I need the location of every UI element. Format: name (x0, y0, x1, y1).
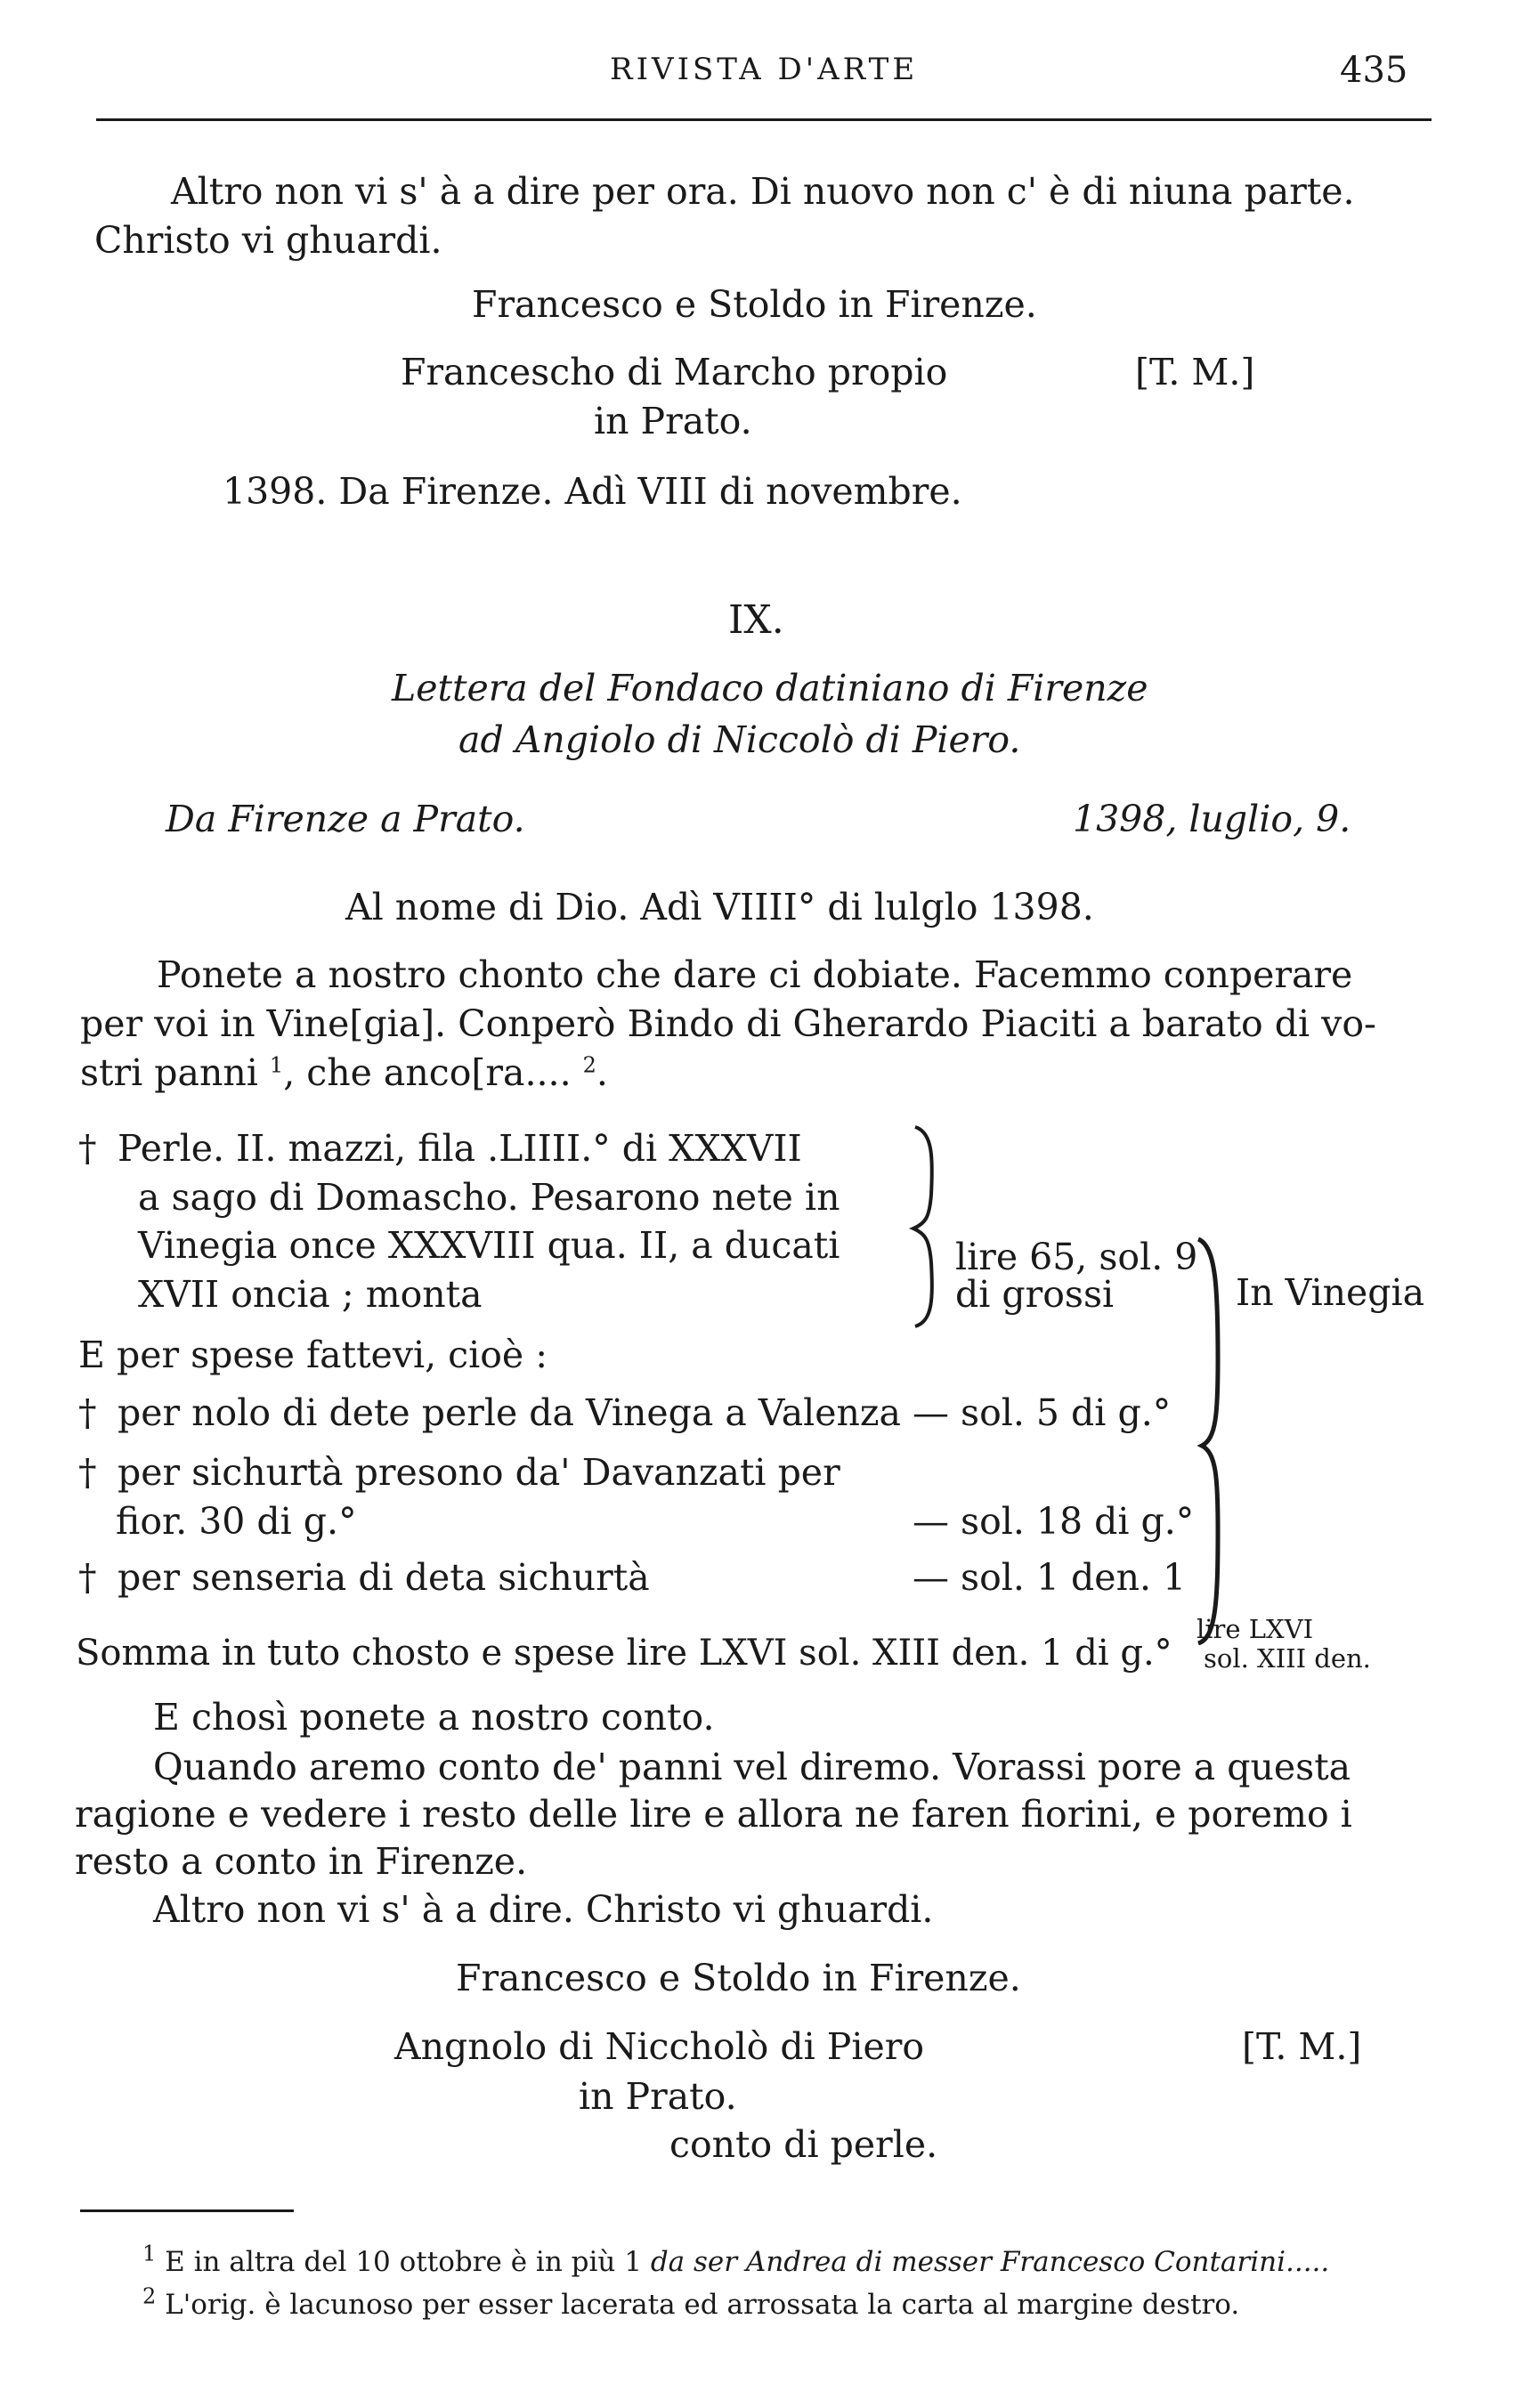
running-title: RIVISTA D'ARTE (610, 52, 919, 87)
fnref-1: 1 (269, 1052, 284, 1078)
nolo-amount: — sol. 5 di g.° (913, 1391, 1172, 1434)
prev-addressee-line1: Franceschо di Marcho propio (401, 351, 948, 393)
fnref-2: 2 (582, 1052, 596, 1078)
perle-line2: a sago di Domascho. Pesarono nete in (138, 1176, 840, 1219)
footnote-2-mark: 2 (142, 2283, 157, 2309)
prev-mark: [T. M.] (1135, 351, 1255, 393)
letter-date: 1398, luglio, 9. (1073, 798, 1351, 840)
closing-addressee-line3: conto di perle. (669, 2123, 938, 2166)
total-line2: sol. XIII den. (1204, 1643, 1371, 1674)
cross-icon: † (78, 1391, 97, 1434)
para1-line1: Ponete a nostro chonto che dare ci dobiate. Facemmo conperare (157, 953, 1353, 996)
para1-line3-a: stri panni (80, 1051, 270, 1094)
prev-signature: Francesco e Stoldo in Firenze. (472, 283, 1037, 326)
footnote-1: $^1$ E in altra del 10 ottobre è in più 1 da ser Andrea di messer Francesco Contarini..... (142, 2241, 1330, 2278)
perle-line4: XVII oncia ; monta (138, 1273, 483, 1316)
footnote-rule (80, 2209, 294, 2212)
para1-line3 (80, 1049, 608, 1097)
letter-title-line1: Lettera del Fondaco datiniano di Firenze (392, 667, 1148, 709)
footnote-2: $^2$ L'orig. è lacunoso per esser lacerata ed arrossata la carta al margine destro. (142, 2283, 1240, 2321)
letter-place: Da Firenze a Prato. (166, 798, 525, 840)
closing-addressee-line2: in Prato. (579, 2075, 737, 2118)
footnote-1-mark: 1 (142, 2241, 157, 2266)
closing-line2: Quando aremo conto de' panni vel diremo. Vorassi pore a questa (153, 1746, 1351, 1788)
cross-icon: † (78, 1451, 97, 1494)
perle-line3: Vinegia once XXXVIII qua. II, a ducati (138, 1224, 840, 1267)
nolo-entry: † per nolo di dete perle da Vinega a Valenza (78, 1389, 901, 1437)
closing-line1: E chosì ponete a nostro conto. (153, 1696, 715, 1739)
senseria-amount: — sol. 1 den. 1 (913, 1556, 1187, 1599)
perle-amount-line2: di grossi (955, 1273, 1115, 1316)
senseria-entry: † per senseria di deta sichurtà (78, 1553, 650, 1601)
para1-line3-b: , che anco[ra.... (283, 1051, 583, 1094)
sichurta-line2: fior. 30 di g.° (116, 1500, 357, 1543)
closing-line5: Altro non vi s' à a dire. Christo vi ghuardi. (153, 1888, 934, 1931)
place-label: In Vinegia (1236, 1271, 1425, 1314)
page-number: 435 (1340, 50, 1408, 91)
sichurta-amount: — sol. 18 di g.° (913, 1500, 1195, 1543)
closing-addressee-line1: Angnolo di Nicchоlò di Piero (394, 2025, 925, 2068)
header-rule (96, 118, 1432, 121)
closing-line3: ragione e vedere i resto delle lire e allora ne faren fiorini, e poremo i (75, 1793, 1352, 1836)
cross-icon: † (78, 1556, 97, 1599)
prev-addressee-line2: in Prato. (594, 400, 752, 442)
closing-mark: [T. M.] (1242, 2025, 1362, 2068)
perle-amount-line1: lire 65, sol. 9 (955, 1236, 1198, 1278)
cross-icon: † (78, 1127, 97, 1170)
perle-line1: † Perle. II. mazzi, fila .LIIII.° di XXXVII (78, 1124, 802, 1172)
total-line1: lire LXVI (1197, 1614, 1314, 1644)
letter-opening: Al nome di Dio. Adì VIIII° di lulglo 1398. (345, 886, 1094, 928)
letter-title-line2: ad Angiolo di Niccolò di Piero. (458, 718, 1021, 761)
para1-line2: per voi in Vine[gia]. Conperò Bindo di Gherardo Piaciti a barato di vo- (80, 1002, 1376, 1045)
letter-number: IX. (728, 597, 784, 643)
spese-intro: E per spese fattevi, cioè : (78, 1334, 548, 1376)
group-brace (1193, 1236, 1233, 1645)
para1-line3-c: . (596, 1051, 608, 1094)
somma: Somma in tuto chosto e spese lire LXVI sol. XIII den. 1 di g.° (76, 1633, 1172, 1674)
closing-signature: Francesco e Stoldo in Firenze. (456, 1957, 1021, 1999)
prev-closing-line2: Christo vi ghuardi. (94, 219, 442, 262)
prev-date-note: 1398. Da Firenze. Adì VIII di novembre. (223, 470, 962, 513)
closing-line4: resto a conto in Firenze. (75, 1840, 528, 1883)
sichurta-line1: † per sichurtà presono da' Davanzati per (78, 1448, 840, 1496)
prev-closing-line1: Altro non vi s' à a dire per ora. Di nuovo non c' è di niuna parte. (171, 170, 1355, 213)
perle-brace (908, 1123, 944, 1328)
